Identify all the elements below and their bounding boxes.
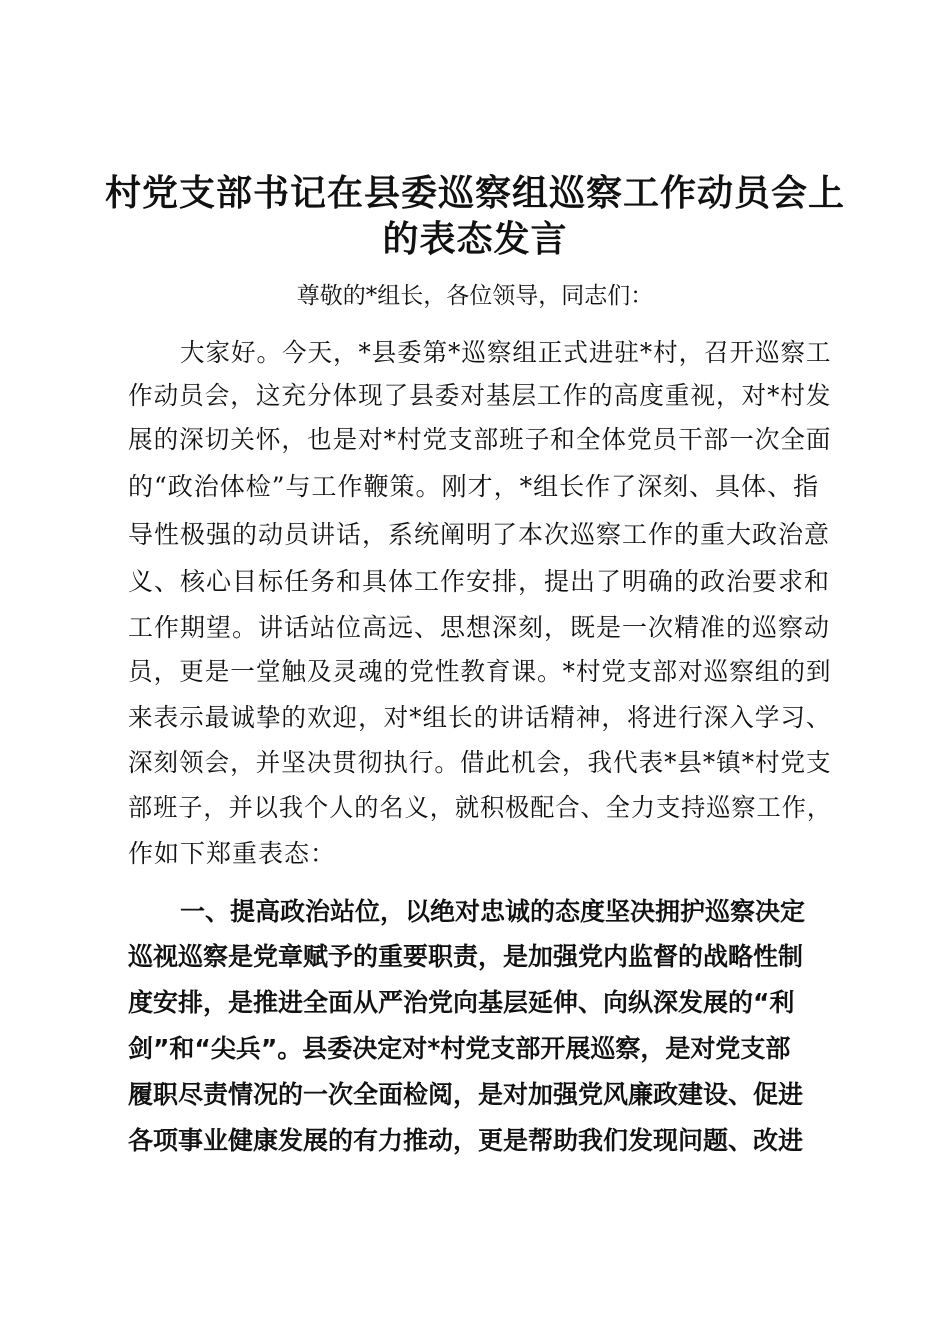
paragraph-1-line: 义、核心目标任务和具体工作安排，提出了明确的政治要求和 [128, 567, 831, 596]
document-title-line-2: 的表态发言 [382, 218, 568, 260]
paragraph-1-line: 部班子，并以我个人的名义，就积极配合、全力支持巡察工作， [128, 793, 832, 822]
section-heading-1: 一、提高政治站位，以绝对忠诚的态度坚决拥护巡察决定 [180, 897, 806, 926]
paragraph-2-line: 剑”和“尖兵”。县委决定对*村党支部开展巡察，是对党支部 [128, 1034, 791, 1063]
paragraph-2-line: 各项事业健康发展的有力推动，更是帮助我们发现问题、改进 [128, 1126, 804, 1155]
paragraph-1-line: 深刻领会，并坚决贯彻执行。借此机会，我代表*县*镇*村党支 [128, 748, 832, 777]
paragraph-1-line: 作如下郑重表态： [128, 839, 337, 868]
paragraph-1-line: 展的深切关怀，也是对*村党支部班子和全体党员干部一次全面 [128, 425, 832, 454]
paragraph-2-line: 履职尽责情况的一次全面检阅，是对加强党风廉政建设、促进 [128, 1080, 804, 1109]
paragraph-1-line: 工作期望。讲话站位高远、思想深刻，既是一次精准的巡察动 [128, 613, 831, 642]
paragraph-1-line: 来表示最诚挚的欢迎，对*组长的讲话精神，将进行深入学习、 [128, 703, 832, 732]
paragraph-1-line: 大家好。今天，*县委第*巡察组正式进驻*村，召开巡察工 [180, 338, 832, 367]
paragraph-2-line: 巡视巡察是党章赋予的重要职责，是加强党内监督的战略性制 [128, 942, 804, 971]
salutation: 尊敬的*组长，各位领导，同志们： [296, 283, 654, 309]
paragraph-1-line: 作动员会，这充分体现了县委对基层工作的高度重视，对*村发 [128, 381, 832, 410]
paragraph-1-line: 的“政治体检”与工作鞭策。刚才，*组长作了深刻、具体、指 [128, 472, 820, 501]
paragraph-1-line: 导性极强的动员讲话，系统阐明了本次巡察工作的重大政治意 [128, 520, 831, 549]
paragraph-2-line: 度安排，是推进全面从严治党向基层延伸、向纵深发展的“利 [128, 988, 795, 1017]
paragraph-1-line: 员，更是一堂触及灵魂的党性教育课。*村党支部对巡察组的到 [128, 657, 832, 686]
document-title-line-1: 村党支部书记在县委巡察组巡察工作动员会上 [104, 172, 845, 214]
